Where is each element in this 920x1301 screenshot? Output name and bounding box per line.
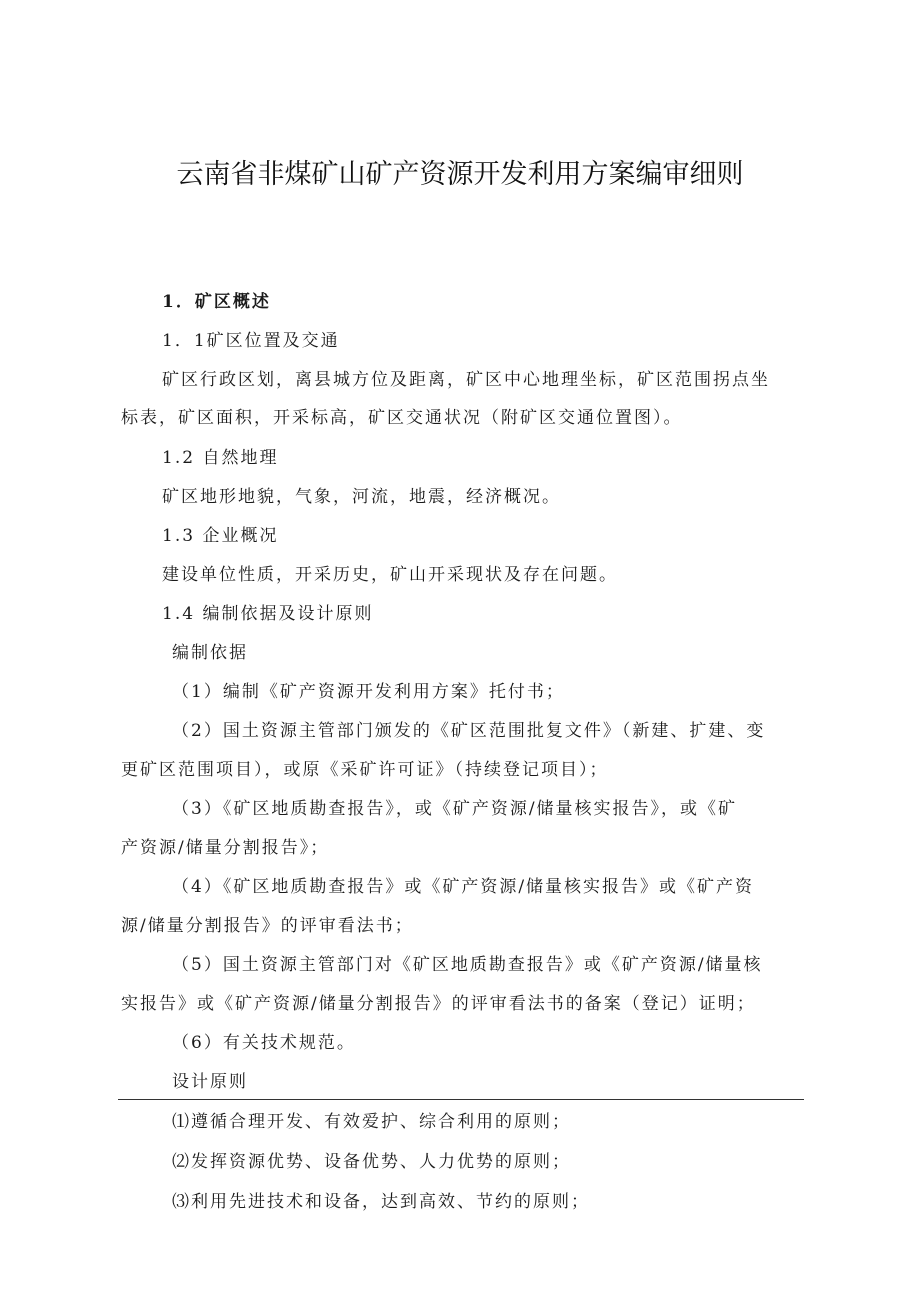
section-1-2-paragraph: 矿区地形地貌，气象，河流，地震，经济概况。	[162, 487, 561, 507]
section-1-3-heading: 1.3 企业概况	[162, 526, 279, 546]
section-1-1-heading: 1．1矿区位置及交通	[162, 331, 340, 351]
principle-item-1: ⑴遵循合理开发、有效爱护、综合利用的原则；	[172, 1112, 571, 1132]
section-1-1-paragraph-line-2: 标表，矿区面积，开采标高，矿区交通状况（附矿区交通位置图）。	[121, 408, 683, 428]
basis-item-1: （1）编制《矿产资源开发利用方案》托付书；	[172, 682, 565, 702]
principle-item-2: ⑵发挥资源优势、设备优势、人力优势的原则；	[172, 1152, 571, 1172]
basis-item-3-line-2: 产资源/储量分割报告》；	[121, 838, 330, 858]
section-1-3-paragraph: 建设单位性质，开采历史，矿山开采现状及存在问题。	[162, 565, 618, 585]
section-1-2-heading: 1.2 自然地理	[162, 448, 279, 468]
basis-item-5-line-2: 实报告》或《矿产资源/储量分割报告》的评审看法书的备案（登记）证明；	[121, 994, 756, 1014]
section-divider	[118, 1099, 804, 1100]
basis-item-6: （6）有关技术规范。	[172, 1033, 356, 1053]
section-1-4-heading: 1.4 编制依据及设计原则	[162, 604, 374, 624]
principles-heading: 设计原则	[172, 1072, 248, 1092]
basis-item-2-line-2: 更矿区范围项目），或原《采矿许可证》（持续登记项目）；	[121, 760, 609, 780]
basis-item-3-line-1: （3）《矿区地质勘查报告》，或《矿产资源/储量核实报告》，或《矿	[172, 799, 738, 819]
basis-item-4-line-1: （4）《矿区地质勘查报告》或《矿产资源/储量核实报告》或《矿产资	[172, 877, 755, 897]
basis-item-5-line-1: （5）国土资源主管部门对《矿区地质勘查报告》或《矿产资源/储量核	[172, 955, 763, 975]
principle-item-3: ⑶利用先进技术和设备，达到高效、节约的原则；	[172, 1192, 590, 1212]
section-1-heading: 1．矿区概述	[162, 292, 271, 312]
basis-item-4-line-2: 源/储量分割报告》的评审看法书；	[121, 916, 414, 936]
basis-item-2-line-1: （2）国土资源主管部门颁发的《矿区范围批复文件》（新建、扩建、变	[172, 721, 766, 741]
document-title: 云南省非煤矿山矿产资源开发利用方案编审细则	[176, 159, 744, 190]
section-1-1-paragraph-line-1: 矿区行政区划，离县城方位及距离，矿区中心地理坐标，矿区范围拐点坐	[162, 370, 770, 390]
basis-heading: 编制依据	[172, 643, 248, 663]
